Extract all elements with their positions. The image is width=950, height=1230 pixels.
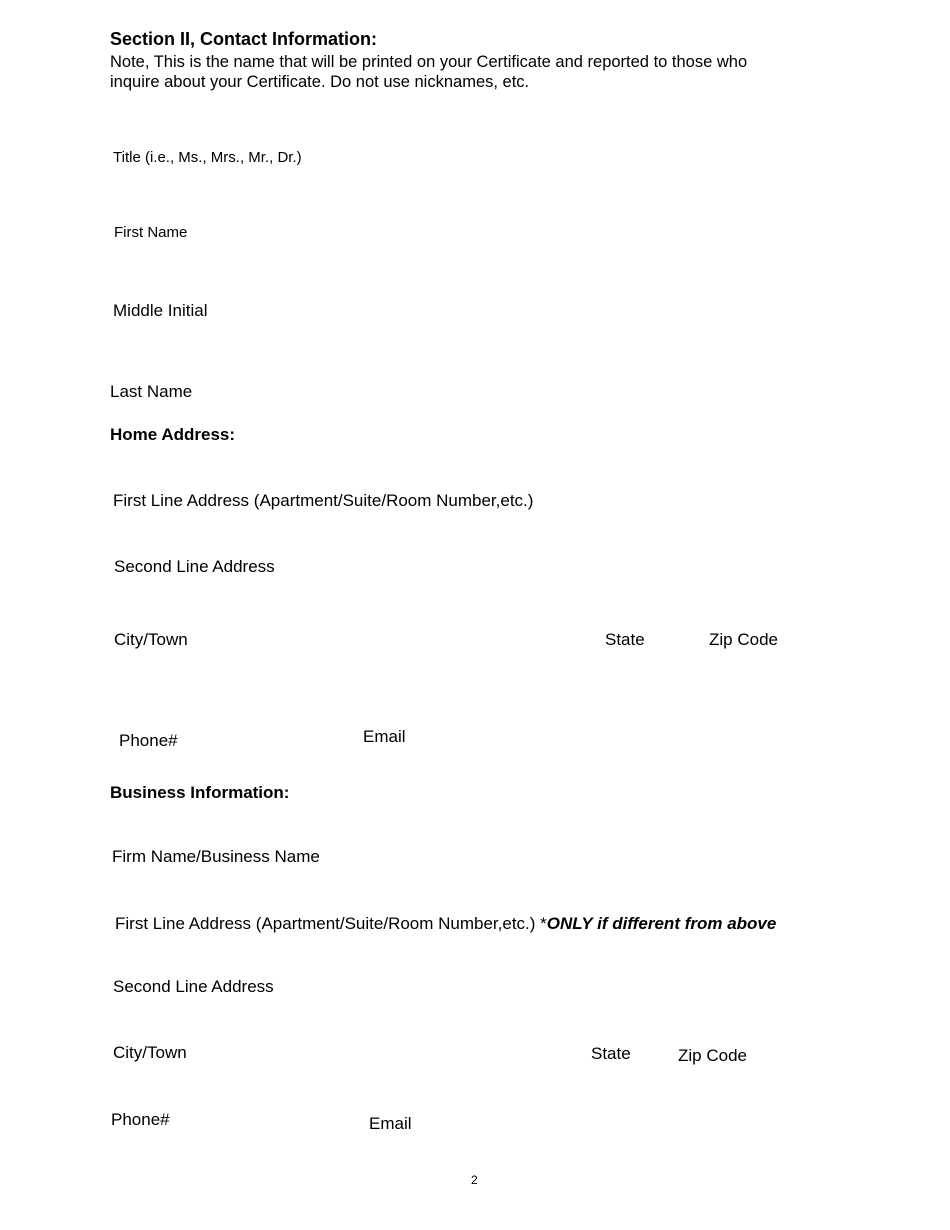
home-address-heading: Home Address:: [110, 425, 236, 444]
first-name-field-label: First Name: [114, 224, 188, 241]
section-note-line-2: inquire about your Certificate. Do not use nicknames, etc.: [110, 73, 530, 91]
business-address-line1-text: First Line Address (Apartment/Suite/Room Number,etc.) *: [115, 914, 547, 933]
business-state-label: State: [591, 1044, 631, 1063]
business-zip-label: Zip Code: [678, 1046, 747, 1065]
section-title: Section II, Contact Information:: [110, 29, 378, 49]
last-name-field-label: Last Name: [110, 382, 193, 401]
section-note: [110, 52, 830, 92]
business-info-heading: Business Information:: [110, 783, 290, 802]
home-email-label: Email: [363, 727, 406, 746]
business-address-line1-note: ONLY if different from above: [546, 914, 777, 933]
home-address-line1-label: First Line Address (Apartment/Suite/Room Number,etc.): [113, 491, 534, 510]
business-firm-name-label: Firm Name/Business Name: [112, 847, 320, 866]
business-email-label: Email: [369, 1114, 412, 1133]
home-city-label: City/Town: [114, 630, 188, 649]
page-number: 2: [471, 1173, 478, 1187]
middle-initial-field-label: Middle Initial: [113, 301, 208, 320]
home-address-line2-label: Second Line Address: [114, 557, 275, 576]
business-phone-label: Phone#: [111, 1110, 170, 1129]
home-state-label: State: [605, 630, 645, 649]
title-field-label: Title (i.e., Ms., Mrs., Mr., Dr.): [113, 149, 302, 166]
home-phone-label: Phone#: [119, 731, 178, 750]
home-zip-label: Zip Code: [709, 630, 778, 649]
business-address-line1-label: [115, 914, 776, 934]
section-note-line-1: Note, This is the name that will be printed on your Certificate and reported to those who: [110, 53, 748, 71]
business-city-label: City/Town: [113, 1043, 187, 1062]
business-address-line2-label: Second Line Address: [113, 977, 274, 996]
